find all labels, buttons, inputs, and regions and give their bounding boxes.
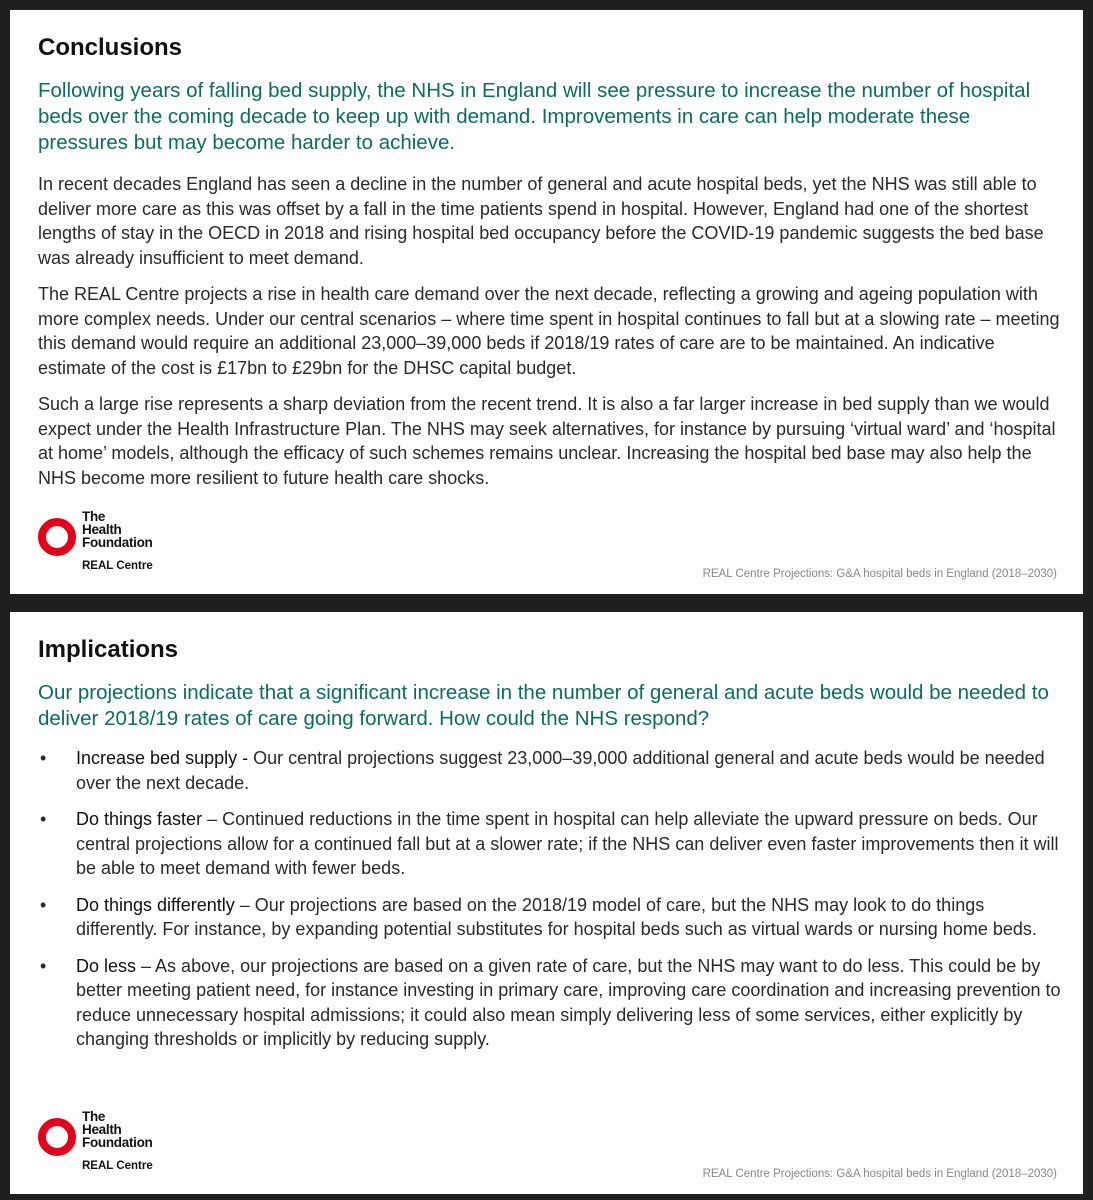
slide-title: Conclusions <box>38 34 183 61</box>
logo-centre-name: REAL Centre <box>82 1160 153 1172</box>
slide-footer: REAL Centre Projections: G&A hospital beds in England (2018–2030) <box>702 1168 1057 1180</box>
paragraph: Such a large rise represents a sharp deviation from the recent trend. It is also a far larger increase in bed supply than we would expect under the Health Infrastructure Plan. The NHS may seek alternatives, for instance by pursuing ‘virtual ward’ and ‘hospital at home’ models, although the efficacy of such schemes remains unclear. Increasing the hospital bed base may also help the NHS become more resilient to future health care shocks. <box>38 394 1056 488</box>
list-item <box>38 893 1063 942</box>
bullet-text: – As above, our projections are based on a given rate of care, but the NHS may want to do less. This could be by better meeting patient need, for instance investing in primary care, improving care coordination and increasing prevention to reduce unnecessary hospital admissions; it could also mean simply delivering less of some services, either explicitly by changing thresholds or implicitly by reducing supply. <box>76 955 1061 1049</box>
logo-ring-icon <box>38 1118 76 1156</box>
bullet-icon: • <box>40 955 47 976</box>
bullet-heading: Do things differently <box>76 894 235 915</box>
list-item <box>38 746 1063 795</box>
logo-wordmark: The Health Foundation <box>82 1109 153 1150</box>
logo-wordmark: The Health Foundation <box>82 509 153 550</box>
bullet-heading: Increase bed supply - <box>76 748 249 768</box>
paragraph: In recent decades England has seen a decline in the number of general and acute hospital beds, yet the NHS was still able to deliver more care as this was offset by a fall in the time patients spend in hospital. However, England had one of the shortest lengths of stay in the OECD in 2018 and rising hospital bed occupancy before the COVID-19 pandemic suggests the bed base was already insufficient to meet demand. <box>38 174 1044 268</box>
slide-title: Implications <box>38 636 179 663</box>
bullet-heading: Do things faster <box>76 809 203 829</box>
bullet-icon: • <box>40 748 47 768</box>
lead-statement: Following years of falling bed supply, the NHS in England will see pressure to increase the number of hospital beds over the coming decade to keep up with demand. Improvements in care can help moderate these pressures but may become harder to achieve. <box>38 79 1031 154</box>
bullet-text: Our central projections suggest 23,000–39,000 additional general and acute beds would be needed over the next decade. <box>76 748 1045 793</box>
slide-footer: REAL Centre Projections: G&A hospital beds in England (2018–2030) <box>702 568 1057 580</box>
lead-statement: Our projections indicate that a significant increase in the number of general and acute beds would be needed to deliver 2018/19 rates of care going forward. How could the NHS respond? <box>38 681 1049 730</box>
bullet-icon: • <box>40 894 47 915</box>
body-text <box>38 172 1063 502</box>
slide-implications <box>10 612 1083 1194</box>
slide-conclusions <box>10 10 1083 594</box>
list-item <box>38 954 1063 1052</box>
bullet-text: – Our projections are based on the 2018/19 model of care, but the NHS may look to do things differently. For instance, by expanding potential substitutes for hospital beds such as virtual wards or nursing home beds. <box>76 894 1037 939</box>
bullet-heading: Do less <box>76 955 137 976</box>
bullet-list <box>38 746 1063 1064</box>
bullet-icon: • <box>40 809 47 829</box>
health-foundation-logo <box>38 1110 178 1180</box>
list-item <box>38 807 1063 881</box>
logo-centre-name: REAL Centre <box>82 560 153 572</box>
bullet-text: – Continued reductions in the time spent in hospital can help alleviate the upward pressure on beds. Our central projections allow for a continued fall but at a slower rate; if the NHS can deliver even faster improvements then it will be able to meet demand with fewer beds. <box>76 809 1059 878</box>
logo-ring-icon <box>38 518 76 556</box>
health-foundation-logo <box>38 510 178 580</box>
paragraph: The REAL Centre projects a rise in health care demand over the next decade, reflecting a growing and ageing population with more complex needs. Under our central scenarios – where time spent in hospital continues to fall but at a slowing rate – meeting this demand would require an additional 23,000–39,000 beds if 2018/19 rates of care are to be maintained. An indicative estimate of the cost is £17bn to £29bn for the DHSC capital budget. <box>38 284 1060 378</box>
